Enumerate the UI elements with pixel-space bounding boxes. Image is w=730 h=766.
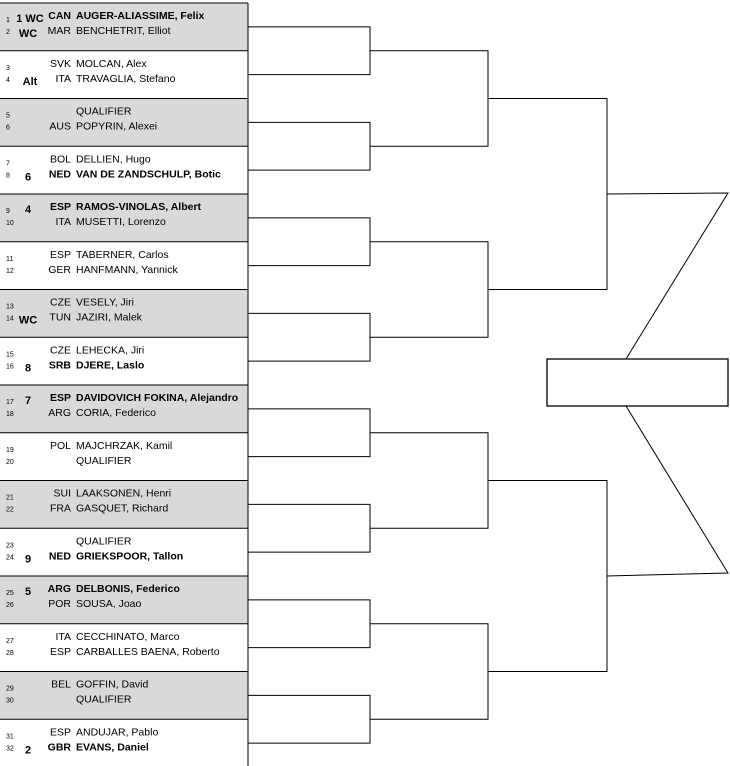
- bracket-connector: [248, 600, 370, 648]
- draw-position: 1: [6, 17, 10, 24]
- player-name: QUALIFIER: [76, 105, 132, 118]
- draw-position: 24: [6, 554, 14, 562]
- draw-position: 11: [6, 255, 14, 263]
- country-code: NED: [48, 168, 71, 181]
- bracket-connector: [248, 695, 370, 743]
- bracket-connector: [248, 313, 370, 361]
- country-code: GER: [48, 263, 71, 276]
- seed-label: 4: [24, 204, 32, 216]
- country-code: BOL: [49, 153, 71, 166]
- country-code: ITA: [55, 72, 71, 85]
- player-name: RAMOS-VINOLAS, Albert: [76, 201, 202, 213]
- draw-position: 23: [6, 542, 14, 550]
- player-name: CECCHINATO, Marco: [76, 630, 180, 643]
- bracket-connector: [248, 27, 370, 75]
- country-code: ITA: [55, 216, 71, 228]
- bracket-connector: [370, 624, 488, 720]
- draw-position: 20: [6, 458, 14, 466]
- player-name: DELLIEN, Hugo: [76, 153, 151, 166]
- player-row: [6, 359, 144, 374]
- player-name: QUALIFIER: [76, 454, 132, 467]
- seed-label: 7: [24, 395, 32, 407]
- country-code: ESP: [49, 248, 71, 261]
- player-row: [6, 726, 158, 740]
- country-code: SRB: [48, 359, 71, 372]
- player-row: [6, 264, 178, 276]
- player-name: TRAVAGLIA, Stefano: [76, 72, 176, 85]
- country-code: CZE: [50, 296, 71, 309]
- draw-position: 27: [6, 637, 14, 645]
- player-row: [6, 249, 169, 263]
- draw-position: 2: [6, 29, 10, 36]
- player-name: GASQUET, Richard: [76, 502, 169, 515]
- draw-position: 4: [6, 76, 10, 84]
- country-code: GBR: [47, 741, 71, 754]
- draw-position: 26: [6, 602, 14, 609]
- country-code: POL: [49, 439, 71, 452]
- player-name: VESELY, Jiri: [76, 296, 134, 309]
- player-name: POPYRIN, Alexei: [76, 120, 158, 133]
- country-code: TUN: [49, 311, 71, 324]
- draw-position: 12: [6, 267, 14, 275]
- country-code: ITA: [55, 630, 71, 643]
- draw-position: 7: [6, 160, 10, 168]
- player-name: AUGER-ALIASSIME, Felix: [76, 10, 205, 22]
- player-name: LEHECKA, Jiri: [76, 344, 145, 357]
- player-name: GRIEKSPOOR, Tallon: [76, 550, 184, 563]
- player-name: HANFMANN, Yannick: [76, 263, 178, 276]
- player-row: [6, 168, 221, 183]
- draw-position: 16: [6, 363, 14, 371]
- bracket-connector: [488, 99, 607, 290]
- draw-position: 10: [6, 220, 14, 227]
- player-name: DELBONIS, Federico: [76, 583, 180, 595]
- seed-label: 1 WC: [16, 13, 44, 25]
- player-name: EVANS, Daniel: [76, 741, 149, 754]
- country-code: ARG: [47, 583, 71, 595]
- seed-label: 2: [24, 744, 32, 757]
- country-code: ARG: [48, 407, 71, 419]
- final-top-diagonal: [607, 193, 728, 359]
- country-code: POR: [48, 598, 71, 610]
- player-name: QUALIFIER: [76, 693, 132, 706]
- draw-position: 22: [6, 506, 14, 514]
- player-name: GOFFIN, David: [76, 678, 149, 691]
- draw-position: 17: [6, 399, 14, 406]
- player-row: [6, 535, 132, 549]
- draw-position: 6: [6, 124, 10, 132]
- player-name: DJERE, Laslo: [76, 359, 145, 372]
- player-row: [6, 58, 147, 72]
- player-name: TABERNER, Carlos: [76, 248, 169, 261]
- country-code: SUI: [53, 487, 71, 500]
- bracket-connector: [488, 481, 607, 672]
- seed-label: Alt: [22, 75, 38, 88]
- player-name: QUALIFIER: [76, 535, 132, 548]
- player-row: [6, 455, 132, 467]
- player-name: CORIA, Federico: [76, 407, 156, 419]
- draw-position: 19: [6, 446, 14, 454]
- player-name: MUSETTI, Lorenzo: [76, 216, 166, 228]
- player-row: [6, 73, 176, 88]
- player-row: [6, 440, 172, 454]
- draw-position: 15: [6, 351, 14, 359]
- country-code: MAR: [47, 25, 71, 37]
- country-code: ESP: [49, 726, 71, 739]
- draw-position: 29: [6, 685, 14, 693]
- draw-position: 21: [6, 494, 14, 502]
- country-code: BEL: [51, 678, 71, 691]
- draw-position: 31: [6, 733, 14, 741]
- draw-position: 28: [6, 649, 14, 657]
- country-code: AUS: [49, 120, 71, 133]
- draw-position: 32: [6, 745, 14, 753]
- bracket-connector: [370, 433, 488, 529]
- seed-label: 5: [24, 586, 32, 598]
- draw-position: 5: [6, 112, 10, 120]
- player-row: [6, 550, 183, 565]
- country-code: CZE: [50, 344, 71, 357]
- seed-label: 9: [24, 553, 32, 566]
- player-name: ANDUJAR, Pablo: [76, 726, 159, 739]
- player-name: SOUSA, Joao: [76, 598, 142, 610]
- bracket-connector: [248, 504, 370, 552]
- seed-label: WC: [18, 314, 38, 327]
- player-row: [6, 741, 149, 756]
- seed-label: 6: [24, 171, 32, 184]
- draw-position: 18: [6, 411, 14, 418]
- player-name: MAJCHRZAK, Kamil: [76, 439, 173, 452]
- seed-label: 8: [24, 362, 32, 375]
- player-name: JAZIRI, Malek: [76, 311, 142, 324]
- draw-position: 14: [6, 315, 14, 323]
- player-row: [6, 153, 151, 167]
- final-bottom-diagonal: [607, 406, 728, 576]
- bracket-connector: [370, 242, 488, 338]
- draw-position: 9: [6, 208, 10, 215]
- player-name: LAAKSONEN, Henri: [76, 487, 172, 500]
- draw-position: 3: [6, 64, 10, 72]
- player-name: MOLCAN, Alex: [76, 57, 147, 70]
- player-name: CARBALLES BAENA, Roberto: [76, 645, 220, 658]
- bracket-connector: [370, 51, 488, 147]
- bracket-connector: [248, 122, 370, 170]
- country-code: FRA: [50, 502, 71, 515]
- country-code: ESP: [49, 392, 71, 404]
- country-code: CAN: [48, 10, 71, 22]
- seed-label: WC: [18, 28, 38, 40]
- bracket-connector: [248, 409, 370, 457]
- draw-position: 30: [6, 697, 14, 705]
- country-code: SVK: [49, 57, 71, 70]
- country-code: NED: [48, 550, 71, 563]
- player-row: [6, 344, 144, 358]
- player-row: [6, 631, 180, 645]
- player-name: BENCHETRIT, Elliot: [76, 25, 171, 37]
- bracket-connector: [248, 218, 370, 266]
- country-code: ESP: [49, 201, 71, 213]
- draw-position: 25: [6, 590, 14, 597]
- player-name: DAVIDOVICH FOKINA, Alejandro: [76, 392, 239, 404]
- champion-box: [547, 359, 728, 406]
- player-name: VAN DE ZANDSCHULP, Botic: [76, 168, 221, 181]
- draw-position: 8: [6, 172, 10, 180]
- draw-position: 13: [6, 303, 14, 311]
- player-row: [6, 646, 220, 658]
- country-code: ESP: [49, 645, 71, 658]
